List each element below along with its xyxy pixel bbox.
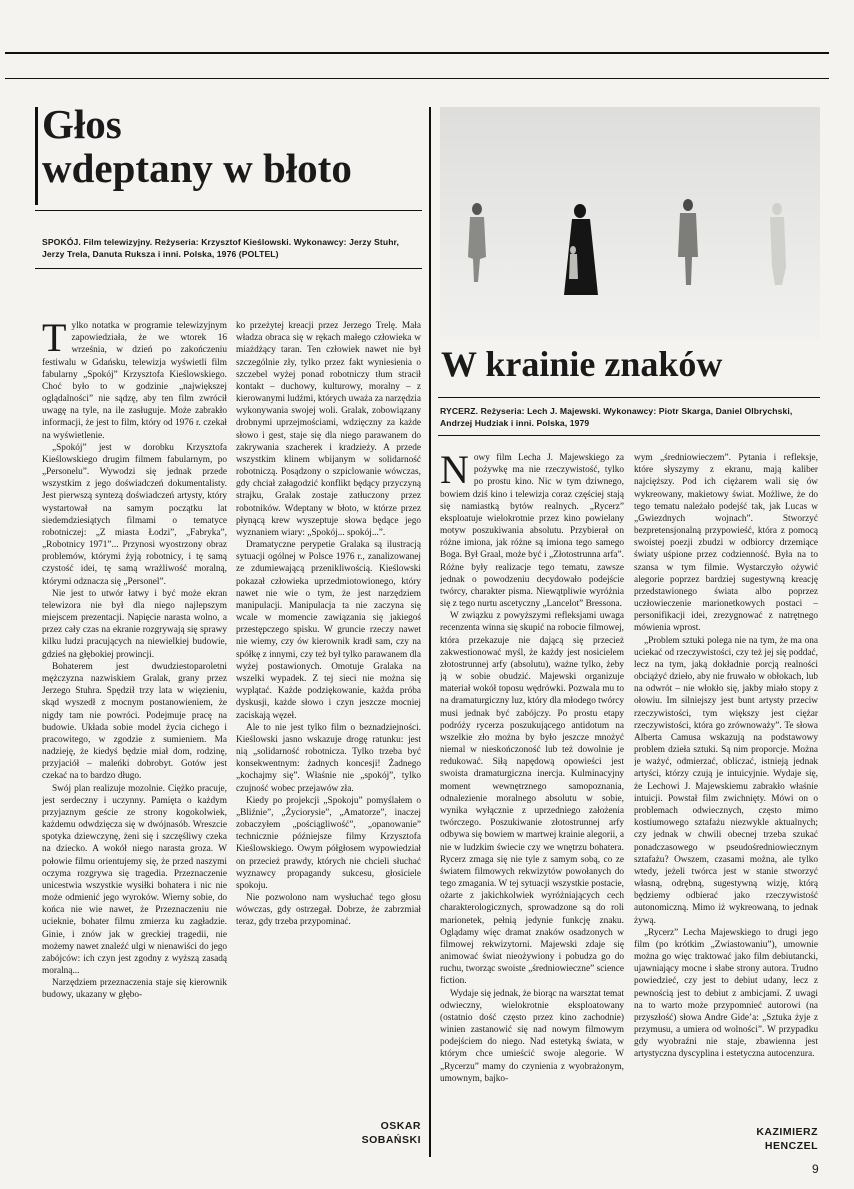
article1-paragraph: Dramatyczne perypetie Gralaka są ilustracją sytuacji ogólnej w Polsce 1976 r., zanalizowanej ze zdumiewającą przenikliwością. Kieślowski pokazał człowieka uprzedmiotowionego, który nawet nie wie o tym, że jest narzędziem manipulacji. Manipulacja ta nie zaczyna się wcale w momencie zawiązania się jakiegoś przestępczego spisku. W gruncie rzeczy nawet nie wiemy, czy ów kierownik kradł sam, czy na spółkę z innymi, czy też był tylko parawanem dla wyżej postawionych. Omotuje Gralaka na wszelki wypadek. Z tej sieci nie można się wyplątać. Każde podziękowanie, każda próba dyskusji, każde słowo i czyn jeszcze mocniej zaciskają węzeł.: [236, 540, 421, 721]
article2-paragraph: Wydaje się jednak, że biorąc na warsztat temat odwieczny, wielokrotnie eksploatowany (ostatnio dość często przez kino zachodnie) winien zastanowić się nad nowym filmowym podejściem do niego. Nad estetyką świata, w którym chce umieścić swoje alegorie. W „Rycerzu” mamy do czynienia z wyobrażonym, umownym, bajko-: [440, 988, 624, 1084]
article1-paragraph: Kiedy po projekcji „Spokoju” pomyślałem o „Bliźnie”, „Życiorysie”, „Amatorze”, inaczej zobaczyłem „pościągliwość”, „opanowanie” technicznie późniejsze filmy Krzysztofa Kieślowskiego. Owym półgłosem wypowiedział on przecież prawdy, których nie chcieli słuchać wyznawcy propagandy sukcesu, głosiciele spokoju.: [236, 795, 421, 891]
article1-paragraph: Bohaterem jest dwudziestoparoletni mężczyzna nazwiskiem Gralak, grany przez Jerzego Stuhra. Spędził trzy lata w więzieniu, skąd wyszedł z mocnym postanowieniem, że nigdy tam nie powróci. Podejmuje pracę na budowie. Układa sobie model życia cichego i pracowitego, w zgodzie z sumieniem. Ma nadzieję, że kiedyś będzie miał dom, rodzinę, przyjaciół – maleńki dobrobyt. Gotów jest czekać na to bardzo długo.: [42, 661, 227, 782]
article1-paragraph: Narzędziem przeznaczenia staje się kierownik budowy, ukazany w głębo-: [42, 978, 227, 1001]
article1-paragraph: Ale to nie jest tylko film o beznadziejności. Kieślowski jasno wskazuje drogę ratunku: jest nią „solidarność robotnicza. Tylko trzeba być konsekwentnym: żadnych koncesji! Żadnego „kochajmy się”. Właśnie nie „spokój”, tylko czujność wobec przejawów zła.: [236, 722, 421, 794]
article1-author-last: SOBAŃSKI: [361, 1133, 421, 1146]
article1-title-line2: wdeptany w błoto: [42, 145, 352, 192]
article2-drop-cap: N: [440, 452, 469, 492]
article1-author: [300, 1120, 421, 1147]
article2-column1: [440, 452, 624, 1152]
article2-title: W krainie znaków: [441, 344, 723, 384]
top-rule-thin: [5, 78, 829, 79]
article2-paragraph: „Rycerz” Lecha Majewskiego to drugi jego film (po krótkim „Zwiastowaniu”), umownie można go więc traktować jako film debiutancki, ujawniający mocne i słabe strony autora. Trudno powiedzieć, czy jest to debiut udany, lecz z pewnością jest to debiut z ambicjami. Z uwagi na to warto może przypomnieć autorowi (na przyszłość) słowa Andre Gide’a: „Sztuka żyje z przymusu, a umiera od wolności”. W przypadku gdy wyobraźni nie staje, zbawienna jest artystyczna dyscyplina i estetyczna autocenzura.: [634, 927, 818, 1060]
article2-credits-rule: [438, 435, 820, 436]
film-still-illustration: [440, 107, 820, 339]
film-still-photo: [440, 107, 820, 339]
article2-title-rule: [438, 397, 820, 398]
article1-title-line1: Głos: [42, 101, 122, 147]
article2-paragraph: W związku z powyższymi refleksjami uwaga recenzenta winna się skupić na robocie filmowej, która przekazuje nie dającą się przecież zakwestionować myśl, że każdy jest nosicielem złotostrunnej arfy (absolutu), ważne tylko, żeby ją w sobie obudzić. Majewski organizuje materiał wokół toposu wędrówki. Pozwala mu to na dramaturgiczny luz, który dla młodego twórcy musi jednak być zabójczy. Po prostu etapy podróży rycerza poszukującego antidotum na wszelkie zło można by było jeszcze mnożyć niemal w nieskończoność lub też dowolnie je redukować. Siłą napędową opowieści jest swoista dramaturgiczna inercja. Kulminacyjny moment wewnętrznego samopoznania, odnalezienie moralnego absolutu w sobie, wynika wyłącznie z uprzedniego założenia twórczego. Poszukiwanie złotostrunnej arfy odbywa się bowiem w martwej krainie alegorii, a nie w ludzkim świecie czy we wnętrzu bohatera. Rycerz zmaga się nie tyle z samym sobą, co ze światem filmowych rekwizytów powołanych do tego zmagania. W tej sytuacji wszystkie postacie, ożarte z jakichkolwiek wyróżniających cech charakterologicznych, sprowadzone są do roli marionetek, pełnią jedynie funkcję znaku. Oglądamy więc dramat znaków osadzonych w filmowej rekwizytorni. Majewski zdaje się animować świat nieożywiony i pobudza go do ruchu, tworząc swoiste „średniowieczne” science fiction.: [440, 611, 624, 987]
article2-author-last: HENCZEL: [764, 1139, 818, 1152]
article1-paragraph: Nie pozwolono nam wysłuchać tego głosu wówczas, gdy ostrzegał. Dobrze, że zabrzmiał teraz, gdy trzeba przypominać.: [236, 893, 421, 928]
article1-paragraph: „Spokój” jest w dorobku Krzysztofa Kieślowskiego drugim filmem fabularnym, po „Personelu”. Wywodzi się jednak przede wszystkim z jego doświadczeń dokumentalisty. Jest pierwszą syntezą doświadczeń artysty, który wystartował na samym początku lat siedemdziesiątych filmami o tematyce robotniczej: „Z miasta Łodzi”, „Fabryka”, „Robotnicy 1971”... Przynosi wyostrzony obraz problemów, którymi żyją robotnicy, i tę samą czystość idei, tę samą wrażliwość moralną, którymi odznacza się „Personel”.: [42, 442, 227, 587]
article2-paragraph: wym „średniowieczem”. Pytania i refleksje, które słyszymy z ekranu, mają kaliber najcięższy. Pod ich ciężarem wali się ów wykreowany, makietowy świat. Możliwe, że do tego tematu należało podejść tak, jak Lucas w „Gwiezdnych wojnach”. Stworzyć bezpretensjonalną przypowieść, która z pomocą swoistej poezji zbudzi w odbiorcy drzemiące światy uśpione przez codzienność. Była na to szansa w tym filmie. Wystarczyło ożywić alegorie poprzez bardziej sugestywną kreację przedstawionego świata albo poprzez uczłowieczenie marionetkowych postaci – personifikacji idei, zrezygnować z natrętnego mówienia wprost.: [634, 453, 818, 634]
article1-column1: [42, 320, 227, 1140]
top-rule-thick: [5, 52, 829, 54]
article2-author: [690, 1126, 818, 1153]
article2-author-first: KAZIMIERZ: [756, 1126, 818, 1138]
article1-paragraph: ko przeżytej kreacji przez Jerzego Trelę. Mała władza obraca się w rękach małego człowieka w miażdżący taran. Ten człowiek nawet nie był szczególnie zły, tylko przez fakt wyniesienia o szczebel wyżej ponad robotniczy tłum stracił kontakt – duchowy, kulturowy, moralny – z kierowanymi ludźmi, których uważa za narzędzia wykonywania swojej woli. Gralak, zobowiązany drobnymi uprzejmościami, wdzięczny za każde słowo i gest, staje się dla niego parawanem do zakrywania szacherek i kradzieży. A przede wszystkim klinem wbijanym w solidarność robotniczą. Posądzony o szpiclowanie wówczas, gdy chciał załagodzić konflikt będący przyczyną strajku, Gralak zostaje zatłuczony przez robotników. Wdeptany w błoto, w którze przez płynącą krew wyszeptuje słowa będące jego wyznaniem wiary: „Spokój... spokój...”.: [236, 321, 421, 538]
column-divider: [429, 107, 431, 1157]
article1-paragraph: Swój plan realizuje mozolnie. Ciężko pracuje, jest serdeczny i uczynny. Pamięta o każdym przyjaznym geście ze strony kogokolwiek, każdemu odwdzięcza się w dwójnasób. Wreszcie spotyka dziewczynę, żeni się i szczęśliwy czeka na dziecko. A wokół niego narasta groza. W połowie filmu orientujemy się, że przed naszymi oczyma rozgrywa się tragedia. Przeznaczenie unicestwia wszystkie wysiłki bohatera i nic nie może odmienić jego wyroków. Wierny sobie, do końca nie wie nawet, że Przeznaczeniu nie ucieknie, bohater filmu zmierza ku zagładzie. Ginie, i znów jak w greckiej tragedii, nie możemy nawet znaleźć ulgi w nienawiści do jego zabójców: ich czyn jest zgodny z wyższą zasadą moralną...: [42, 783, 227, 977]
article2-paragraph: „Problem sztuki polega nie na tym, że ma ona uciekać od rzeczywistości, czy też jej się poddać, lecz na tym, jaką dokładnie porcją realności obciążyć dzieło, aby nie fruwało w obłokach, lub na odwrót – nie włokło się, jakby miało stopy z ołowiu. Im silniejszy jest bunt artysty przeciw rzeczywistości, tym większy jest ciężar rzeczywistości, która go zrównoważy”. Te słowa Alberta Camusa wskazują na podstawowy problem dzieła sztuki. Są nim proporcje. Można je ważyć, odmierzać, obliczać, istnieją jednak artyści, którzy czują je intuicyjnie. Wydaje się, że Lechowi J. Majewskiemu zabrakło właśnie intuicji. Powstał film zwichnięty. Mówi on o problemach odwiecznych, często mimo kostiumowego sztafażu niezwykle aktualnych; czy jednak w chwili obecnej trzeba szukać ponadczasowego w pseudośredniowiecznym sztafażu? Owszem, czasami można, ale tylko wtedy, jeżeli twórca jest w stanie stworzyć własną, odrębną, sugestywną wizję, którą będziemy odbierać jako rzeczywistość autonomiczną. Mimo iż wykreowaną, to jednak żywą.: [634, 635, 818, 926]
article1-paragraph: Nie jest to utwór łatwy i być może ekran telewizora nie był dla niego najlepszym miejscem prezentacji. Napięcie narasta wolno, a przez cały czas na ekranie rozgrywają się sprawy kilku ludzi pracujących na niewielkiej budowie, gdzieś na głębokiej prowincji.: [42, 588, 227, 660]
article1-left-bar: [35, 107, 38, 205]
article1-paragraph-1: Tylko notatka w programie telewizyjnym zapowiedziała, że we wtorek 16 września, w dzień po zakończeniu festiwalu w Gdańsku, telewizja wyświetli film fabularny „Spokój” Krzysztofa Kieślowskiego. Choć było to w godzinie „największej oglądalności” nie sądzę, aby ten film zwrócił uwagę na tyle, na ile zasługuje. Może zabrakło informacji, że jest to film, który od 1976 r. czekał na wyświetlenie.: [42, 320, 227, 441]
article1-credits-rule: [35, 268, 422, 269]
article1-title: [42, 102, 422, 191]
article2-column2: [634, 452, 818, 1112]
article1-drop-cap: T: [42, 320, 67, 360]
article2-credits: RYCERZ. Reżyseria: Lech J. Majewski. Wykonawcy: Piotr Skarga, Daniel Olbrychski, Andrzej Hudziak i inni. Polska, 1979: [440, 406, 793, 429]
article1-credits: SPOKÓJ. Film telewizyjny. Reżyseria: Krzysztof Kieślowski. Wykonawcy: Jerzy Stuhr, Jerzy Trela, Danuta Ruksza i inni. Polska, 1976 (POLTEL): [42, 237, 400, 260]
article2-paragraph-1: Nowy film Lecha J. Majewskiego za pożywkę ma nie rzeczywistość, tylko po prostu kino. Nic w tym dziwnego, bowiem dziś kino i telewizja coraz częściej stają się namiastką bytów realnych. „Rycerz” eksploatuje wielokrotnie przez kino powielany motyw poszukiwania absolutu. Przybierał on różne imiona, jak różne są imiona tego samego Boga. Był Graal, może być i „Złotostrunna arfa”. Różne były realizacje tego tematu, zawsze jednak o powodzeniu decydowało podejście twórcy, charakter pisma. Niewątpliwie wyróżnia się z tego nurtu ascetyczny „Lancelot” Bressona.: [440, 452, 624, 610]
article1-title-rule: [35, 210, 422, 211]
article1-column2: [236, 320, 421, 1080]
page-number: 9: [812, 1162, 819, 1176]
article1-author-first: OSKAR: [380, 1120, 421, 1132]
